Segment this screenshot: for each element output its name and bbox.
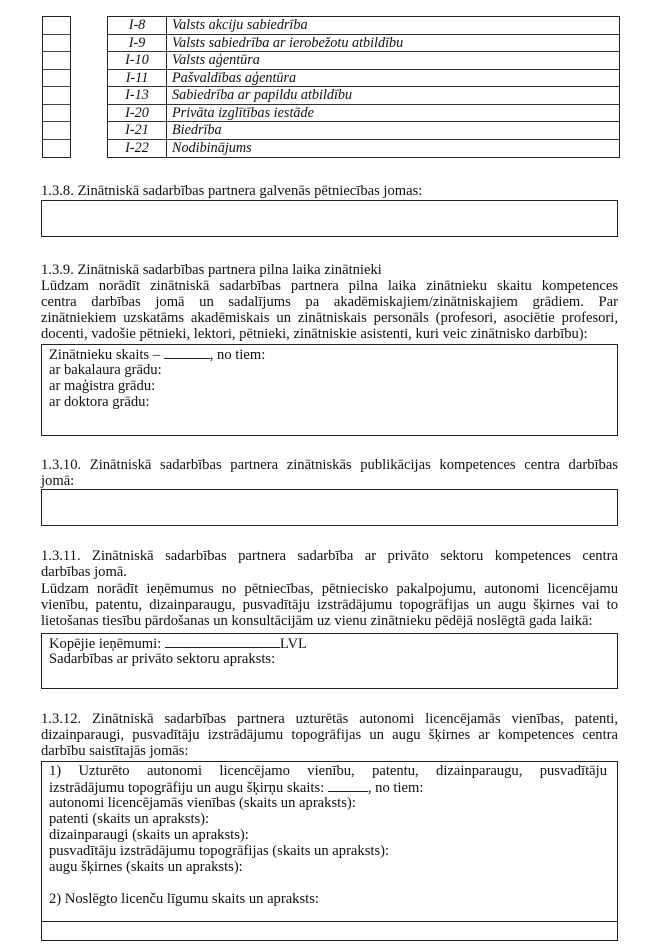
heading-line: darbības jomā. xyxy=(41,564,127,580)
ip-count-row xyxy=(49,779,617,795)
instruction-line: docenti, vadošie pētnieki, lektori, pētnieki, zinātniskie asistenti, kuri veic zinātnisko darbību): xyxy=(41,326,588,342)
type-name: Nodibinājums xyxy=(172,139,252,156)
section-1-3-9-instructions xyxy=(41,278,618,342)
section-1-3-11-instructions xyxy=(41,581,618,629)
publications-value xyxy=(49,491,617,507)
designs-field[interactable]: dizainparaugi (skaits un apraksts): xyxy=(49,827,249,843)
revenue-label: Kopējie ieņēmumi: xyxy=(49,636,162,652)
type-checkbox-i9[interactable] xyxy=(43,35,70,53)
heading-line: 1.3.12. Zinātniskā sadarbības partnera uzturētās autonomi licencējamās vienības, patenti, xyxy=(41,711,618,727)
type-checkbox-i22[interactable] xyxy=(43,140,70,158)
type-checkbox-i11[interactable] xyxy=(43,70,70,88)
type-code: I-13 xyxy=(108,87,167,104)
type-checkbox-i10[interactable] xyxy=(43,52,70,70)
type-name: Valsts aģentūra xyxy=(172,52,260,68)
license-agreements-field[interactable] xyxy=(42,922,617,940)
scientist-count-input[interactable] xyxy=(164,346,210,359)
heading-line: 1.3.11. Zinātniskā sadarbības partnera sadarbība ar privāto sektoru kompetences centra xyxy=(41,548,618,564)
type-checkbox-i21[interactable] xyxy=(43,122,70,140)
heading-line: 1.3.10. Zinātniskā sadarbības partnera zinātniskās publikācijas kompetences centra darbības xyxy=(41,457,618,473)
type-code: I-9 xyxy=(108,35,167,52)
plant-varieties-field[interactable]: augu šķirnes (skaits un apraksts): xyxy=(49,859,243,875)
type-code: I-11 xyxy=(108,70,167,87)
revenue-input[interactable] xyxy=(165,635,280,648)
instruction-line: zinātniekiem uzskatāms akadēmiskais un zinātniskais personāls (profesori, asociētie profesori, xyxy=(41,310,618,326)
license-agreements-label: 2) Noslēgto licenču līgumu skaits un apraksts: xyxy=(49,891,319,907)
bachelor-degree-field[interactable]: ar bakalaura grādu: xyxy=(49,362,162,378)
type-name: Valsts akciju sabiedrība xyxy=(172,17,308,33)
licensable-units-field[interactable]: autonomi licencējamās vienības (skaits un apraksts): xyxy=(49,795,356,811)
ip-count-intro: 1) Uzturēto autonomi licencējamo vienību, patentu, dizainparaugu, pusvadītāju xyxy=(49,763,607,779)
heading-line: darbību saistītajās jomās: xyxy=(41,743,189,759)
section-1-3-11-heading xyxy=(41,548,618,580)
heading-line: dizainparaugi, pusvadītāju izstrādājumu topogrāfijas un augu šķirnes ar kompetences centra xyxy=(41,727,618,743)
instruction-line: vienību, patentu, dizainparaugu, pusvadītāju izstrādājumu topogrāfijas un augu šķirnes vai to xyxy=(41,597,618,613)
table-row xyxy=(108,35,619,53)
private-sector-box xyxy=(41,633,618,689)
currency-label: LVL xyxy=(279,636,307,652)
type-name: Biedrība xyxy=(172,122,222,138)
heading-line: jomā: xyxy=(41,473,75,489)
type-checkbox-i13[interactable] xyxy=(43,87,70,105)
scientist-count-label: Zinātnieku skaits – xyxy=(49,347,161,363)
table-row xyxy=(108,122,619,140)
doctor-degree-field[interactable]: ar doktora grādu: xyxy=(49,394,150,410)
type-code: I-20 xyxy=(108,105,167,122)
spacer xyxy=(49,875,617,891)
type-name: Valsts sabiedrība ar ierobežotu atbildību xyxy=(172,34,404,51)
revenue-row xyxy=(49,635,617,651)
table-row xyxy=(108,140,619,158)
type-name: Pašvaldības aģentūra xyxy=(172,69,297,86)
type-name: Privāta izglītības iestāde xyxy=(172,104,314,121)
scientists-box xyxy=(41,344,618,436)
scientist-count-row xyxy=(49,346,617,362)
topographies-field[interactable]: pusvadītāju izstrādājumu topogrāfijas (skaits un apraksts): xyxy=(49,843,390,859)
type-code: I-10 xyxy=(108,52,167,69)
instruction-line: Lūdzam norādīt ieņēmumus no pētniecības, pētniecisko pakalpojumu, autonomi licencējamu xyxy=(41,581,618,597)
type-code: I-21 xyxy=(108,122,167,139)
instruction-line: centra darbības jomā un sadalījums pa akadēmiskajiem/zinātniskajiem grādiem. Par xyxy=(41,294,618,310)
research-areas-value xyxy=(49,202,617,218)
table-row xyxy=(108,87,619,105)
scientist-count-suffix: , no tiem: xyxy=(209,347,266,363)
section-1-3-10-heading xyxy=(41,457,618,489)
type-code: I-8 xyxy=(108,17,167,34)
table-row xyxy=(108,17,619,35)
table-row xyxy=(108,70,619,88)
type-name: Sabiedrība ar papildu atbildību xyxy=(172,87,353,103)
type-checkbox-column xyxy=(42,16,71,158)
patents-field[interactable]: patenti (skaits un apraksts): xyxy=(49,811,210,827)
ip-assets-box xyxy=(41,761,618,941)
ip-count-suffix: , no tiem: xyxy=(367,780,424,796)
cooperation-description-field[interactable]: Sadarbības ar privāto sektoru apraksts: xyxy=(49,651,276,667)
instruction-line: lietošanas tiesību pārdošanas un konsultācijām uz vienu zinātnieku pēdējā noslēgtā gada laikā: xyxy=(41,613,593,629)
research-areas-field[interactable] xyxy=(41,200,618,237)
master-degree-field[interactable]: ar maģistra grādu: xyxy=(49,378,156,394)
section-1-3-9-heading: 1.3.9. Zinātniskā sadarbības partnera pilna laika zinātnieki xyxy=(41,262,382,278)
type-code: I-22 xyxy=(108,140,167,158)
type-checkbox-i8[interactable] xyxy=(43,17,70,35)
table-row xyxy=(108,52,619,70)
publications-field[interactable] xyxy=(41,489,618,526)
section-1-3-12-heading xyxy=(41,711,618,759)
ip-count-input[interactable] xyxy=(328,779,368,792)
table-row xyxy=(108,105,619,123)
ip-count-label: izstrādājumu topogrāfiju un augu šķirņu skaits: xyxy=(49,780,325,796)
section-1-3-8-heading: 1.3.8. Zinātniskā sadarbības partnera galvenās pētniecības jomas: xyxy=(41,183,423,199)
organization-type-table xyxy=(107,16,620,158)
type-checkbox-i20[interactable] xyxy=(43,105,70,123)
instruction-line: Lūdzam norādīt zinātniskā sadarbības partnera pilna laika zinātnieku skaitu kompetences xyxy=(41,278,618,294)
